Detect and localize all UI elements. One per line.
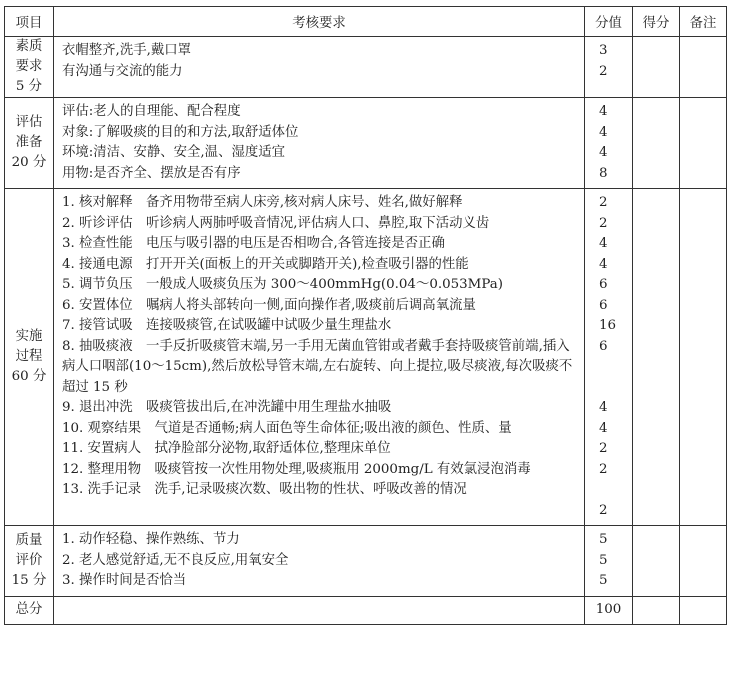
section-name-line: 60 分 bbox=[11, 369, 47, 384]
section-row bbox=[5, 37, 727, 98]
requirement-item: 10. 观察结果 气道是否通畅;病人面色等生命体征;吸出液的颜色、性质、量 bbox=[62, 420, 512, 436]
section-name-line: 5 分 bbox=[15, 79, 43, 94]
header-requirement: 考核要求 bbox=[54, 7, 585, 37]
section-name-line: 质量 bbox=[15, 532, 43, 548]
header-remark: 备注 bbox=[680, 7, 727, 37]
section-name-line: 实施 bbox=[15, 329, 43, 344]
section-scores bbox=[585, 98, 633, 189]
total-remark-cell bbox=[680, 596, 727, 624]
score-value: 4 bbox=[599, 256, 608, 272]
section-requirements bbox=[54, 98, 585, 189]
section-scores bbox=[585, 189, 633, 526]
total-earned-cell bbox=[633, 596, 680, 624]
requirement-item: 有沟通与交流的能力 bbox=[62, 63, 183, 79]
score-spacer bbox=[599, 378, 632, 399]
requirement-item: 2. 听诊评估 听诊病人两肺呼吸音情况,评估病人口、鼻腔,取下活动义齿 bbox=[62, 215, 490, 231]
score-spacer bbox=[599, 480, 632, 501]
requirement-item: 用物:是否齐全、摆放是否有序 bbox=[62, 165, 241, 181]
score-value: 4 bbox=[599, 236, 608, 251]
requirement-item: 评估:老人的自理能、配合程度 bbox=[62, 104, 241, 119]
requirement-item: 衣帽整齐,洗手,戴口罩 bbox=[62, 43, 192, 58]
score-value: 2 bbox=[599, 441, 608, 456]
section-requirements bbox=[54, 37, 585, 98]
section-requirements bbox=[54, 189, 585, 526]
score-value: 5 bbox=[599, 552, 608, 568]
requirement-item: 13. 洗手记录 洗手,记录吸痰次数、吸出物的性状、呼吸改善的情况 bbox=[62, 482, 467, 497]
section-name bbox=[5, 98, 54, 189]
section-name-line: 要求 bbox=[15, 59, 43, 74]
section-name-line: 素质 bbox=[15, 39, 43, 54]
section-name-line: 评估 bbox=[15, 115, 43, 130]
section-scores bbox=[585, 37, 633, 98]
remark-cell bbox=[680, 98, 727, 189]
score-value: 6 bbox=[599, 338, 608, 354]
requirement-item: 8. 抽吸痰液 一手反折吸痰管末端,另一手用无菌血管钳或者戴手套持吸痰管前端,插入病人口咽部(10～15cm),然后放松导管末端,左右旋转、向上提拉,吸尽痰液,每次吸痰不超过 15 秒 bbox=[62, 338, 573, 395]
total-score: 100 bbox=[585, 596, 633, 624]
score-value: 2 bbox=[599, 215, 608, 231]
requirement-item: 4. 接通电源 打开开关(面板上的开关或脚踏开关),检查吸引器的性能 bbox=[62, 256, 469, 272]
section-name-line: 过程 bbox=[15, 349, 43, 364]
requirement-item: 2. 老人感觉舒适,无不良反应,用氧安全 bbox=[62, 552, 289, 568]
score-value: 4 bbox=[599, 420, 608, 436]
section-row bbox=[5, 98, 727, 189]
remark-cell bbox=[680, 37, 727, 98]
score-value: 4 bbox=[599, 104, 608, 119]
section-name-line: 15 分 bbox=[11, 572, 47, 588]
header-earned: 得分 bbox=[633, 7, 680, 37]
requirement-item: 1. 动作轻稳、操作熟练、节力 bbox=[62, 532, 240, 547]
score-value: 5 bbox=[599, 532, 608, 547]
section-name-line: 准备 bbox=[15, 135, 43, 150]
requirement-item: 环境:清洁、安静、安全,温、湿度适宜 bbox=[62, 145, 286, 160]
requirement-item: 11. 安置病人 拭净脸部分泌物,取舒适体位,整理床单位 bbox=[62, 441, 391, 456]
remark-cell bbox=[680, 526, 727, 597]
score-spacer bbox=[599, 357, 632, 378]
score-value: 2 bbox=[599, 502, 608, 518]
requirement-item: 1. 核对解释 备齐用物带至病人床旁,核对病人床号、姓名,做好解释 bbox=[62, 195, 463, 210]
earned-cell bbox=[633, 189, 680, 526]
header-score: 分值 bbox=[585, 7, 633, 37]
assessment-table bbox=[4, 6, 727, 625]
score-value: 4 bbox=[599, 145, 608, 160]
section-name-line: 评价 bbox=[15, 552, 43, 568]
table-body bbox=[5, 37, 727, 597]
section-name-line: 20 分 bbox=[11, 155, 47, 170]
score-value: 2 bbox=[599, 63, 608, 79]
requirement-item: 5. 调节负压 一般成人吸痰负压为 300～400mmHg(0.04～0.053MPa) bbox=[62, 277, 503, 292]
section-requirements bbox=[54, 526, 585, 597]
section-name bbox=[5, 526, 54, 597]
header-item: 项目 bbox=[5, 7, 54, 37]
section-row bbox=[5, 189, 727, 526]
score-value: 6 bbox=[599, 277, 608, 292]
requirement-item: 对象:了解吸痰的目的和方法,取舒适体位 bbox=[62, 124, 299, 140]
score-value: 2 bbox=[599, 461, 608, 477]
score-value: 2 bbox=[599, 195, 608, 210]
section-name bbox=[5, 37, 54, 98]
earned-cell bbox=[633, 37, 680, 98]
total-label: 总分 bbox=[5, 596, 54, 624]
requirement-item: 3. 检查性能 电压与吸引器的电压是否相吻合,各管连接是否正确 bbox=[62, 236, 445, 251]
total-requirement-cell bbox=[54, 596, 585, 624]
score-value: 16 bbox=[599, 318, 617, 333]
score-value: 4 bbox=[599, 400, 608, 415]
score-value: 8 bbox=[599, 165, 608, 181]
score-value: 4 bbox=[599, 124, 608, 140]
section-name bbox=[5, 189, 54, 526]
score-value: 3 bbox=[599, 43, 608, 58]
requirement-item: 12. 整理用物 吸痰管按一次性用物处理,吸痰瓶用 2000mg/L 有效氯浸泡消毒 bbox=[62, 461, 531, 477]
earned-cell bbox=[633, 98, 680, 189]
requirement-item: 6. 安置体位 嘱病人将头部转向一侧,面向操作者,吸痰前后调高氧流量 bbox=[62, 297, 476, 313]
total-row bbox=[5, 596, 727, 624]
score-value: 6 bbox=[599, 297, 608, 313]
score-value: 5 bbox=[599, 573, 608, 588]
remark-cell bbox=[680, 189, 727, 526]
section-scores bbox=[585, 526, 633, 597]
requirement-item: 9. 退出冲洗 吸痰管拔出后,在冲洗罐中用生理盐水抽吸 bbox=[62, 400, 392, 415]
earned-cell bbox=[633, 526, 680, 597]
requirement-item: 7. 接管试吸 连接吸痰管,在试吸罐中试吸少量生理盐水 bbox=[62, 318, 392, 333]
section-row bbox=[5, 526, 727, 597]
requirement-item: 3. 操作时间是否恰当 bbox=[62, 573, 187, 588]
header-row bbox=[5, 7, 727, 37]
